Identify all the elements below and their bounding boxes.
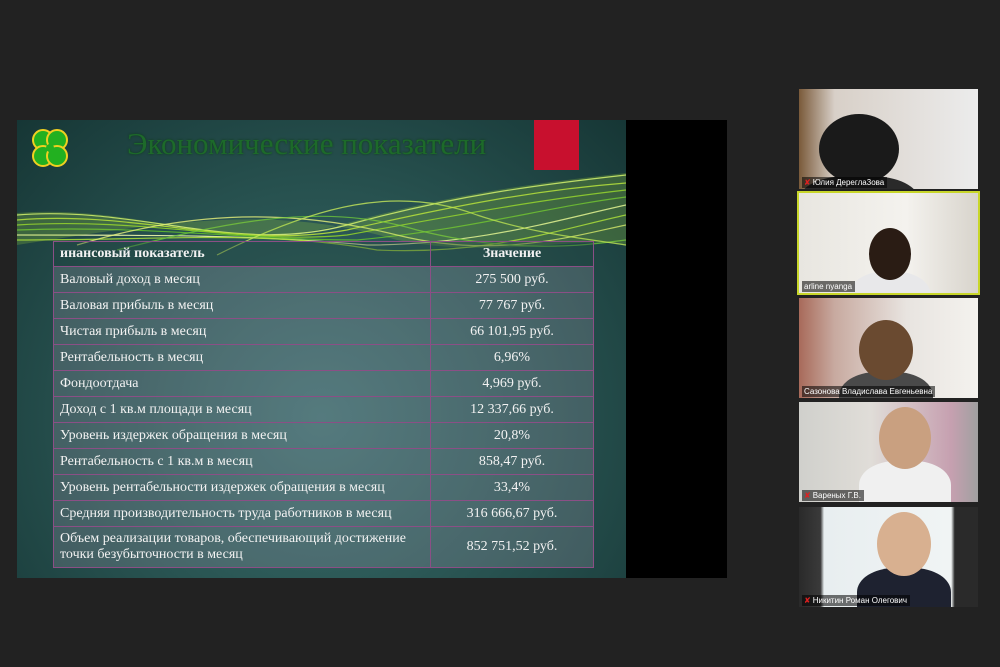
participant-video-tile[interactable]: [799, 193, 978, 293]
indicators-table: [53, 241, 594, 568]
value-cell: 12 337,66 руб.: [431, 397, 594, 423]
slide-title: Экономические показатели: [127, 126, 487, 161]
column-header-indicator: инансовый показатель: [54, 242, 431, 267]
participant-name: arline nyanga: [804, 282, 853, 291]
participant-video-tile[interactable]: [799, 402, 978, 502]
participant-name-label: [802, 595, 910, 606]
clover-logo-icon: [27, 126, 73, 172]
mic-muted-icon: ✘: [804, 491, 811, 500]
participant-head: [877, 512, 931, 576]
indicator-cell: Чистая прибыль в месяц: [54, 319, 431, 345]
table-row: [54, 423, 594, 449]
participant-name: Вареных Г.В.: [812, 491, 861, 500]
presentation-slide: [17, 120, 626, 578]
indicator-cell: Рентабельность в месяц: [54, 345, 431, 371]
participant-head: [869, 228, 911, 280]
value-cell: 66 101,95 руб.: [431, 319, 594, 345]
mic-muted-icon: ✘: [804, 596, 811, 605]
value-cell: 852 751,52 руб.: [431, 527, 594, 568]
value-cell: 33,4%: [431, 475, 594, 501]
mic-muted-icon: ✘: [804, 178, 811, 187]
value-cell: 4,969 руб.: [431, 371, 594, 397]
value-cell: 20,8%: [431, 423, 594, 449]
table-row: [54, 319, 594, 345]
table-header-row: [54, 242, 594, 267]
participant-head: [879, 407, 931, 469]
participant-name: Сазонова Владислава Евгеньевна: [804, 387, 933, 396]
value-cell: 275 500 руб.: [431, 267, 594, 293]
indicator-cell: Уровень рентабельности издержек обращения в месяц: [54, 475, 431, 501]
indicator-cell: Средняя производительность труда работников в месяц: [54, 501, 431, 527]
indicator-cell: Доход с 1 кв.м площади в месяц: [54, 397, 431, 423]
participant-head: [819, 114, 899, 184]
value-cell: 858,47 руб.: [431, 449, 594, 475]
table-row: [54, 501, 594, 527]
participant-name-label: [802, 177, 887, 188]
participant-name-label: [802, 490, 864, 501]
participant-video-tile[interactable]: [799, 507, 978, 607]
indicator-cell: Фондоотдача: [54, 371, 431, 397]
table-row: [54, 449, 594, 475]
value-cell: 6,96%: [431, 345, 594, 371]
column-header-value: Значение: [431, 242, 594, 267]
indicator-cell: Валовый доход в месяц: [54, 267, 431, 293]
participant-head: [859, 320, 913, 380]
participant-name-label: [802, 386, 935, 397]
participant-name-label: [802, 281, 855, 292]
value-cell: 77 767 руб.: [431, 293, 594, 319]
table-row: [54, 371, 594, 397]
indicator-cell: Объем реализации товаров, обеспечивающий достижение точки безубыточности в месяц: [54, 527, 431, 568]
indicator-cell: Рентабельность с 1 кв.м в месяц: [54, 449, 431, 475]
shared-screen: [17, 120, 727, 578]
table-row: [54, 267, 594, 293]
participant-name: Юлия Дерегла3ова: [812, 178, 885, 187]
value-cell: 316 666,67 руб.: [431, 501, 594, 527]
table-row: [54, 397, 594, 423]
participant-video-tile[interactable]: [799, 298, 978, 398]
participant-name: Никитин Роман Олегович: [812, 596, 908, 605]
table-row: [54, 345, 594, 371]
table-row: [54, 527, 594, 568]
indicator-cell: Валовая прибыль в месяц: [54, 293, 431, 319]
participant-video-tile[interactable]: [799, 89, 978, 189]
table-row: [54, 475, 594, 501]
table-row: [54, 293, 594, 319]
indicator-cell: Уровень издержек обращения в месяц: [54, 423, 431, 449]
